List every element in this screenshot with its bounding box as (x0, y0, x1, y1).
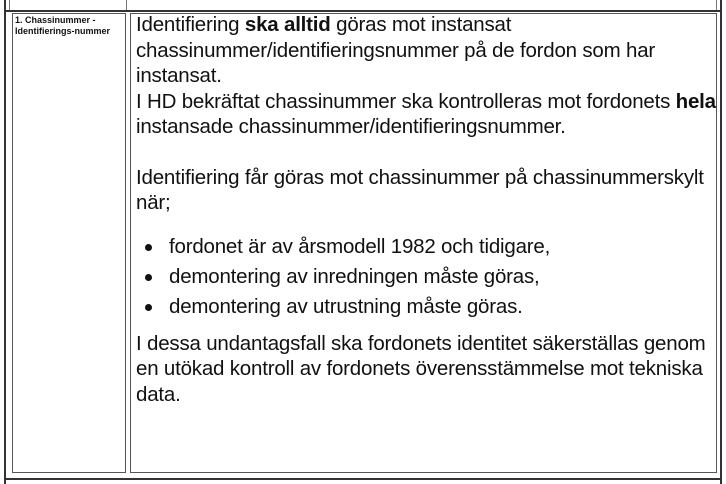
list-item (136, 232, 716, 262)
table-border-right (720, 0, 722, 484)
paragraph-exception: I dessa undantagsfall ska fordonets identitet säkerställas genom en utökad kontroll av fordonets överensstämmelse mot tekniska data. (136, 331, 706, 406)
list-item (136, 292, 716, 322)
row-content (136, 12, 716, 407)
list-item-text: demontering av utrustning måste göras. (169, 294, 523, 318)
list-item-text: fordonet är av årsmodell 1982 och tidigare, (169, 234, 551, 258)
table-border-bottom (4, 478, 722, 480)
row-label: 1. Chassinummer - Identifierings-nummer (15, 15, 111, 36)
paragraph-identification (136, 12, 716, 140)
condition-list (136, 232, 716, 322)
text-segment: I HD bekräftat chassinummer ska kontrolleras mot fordonets (136, 89, 676, 113)
bullet-icon (145, 274, 152, 281)
list-item (136, 262, 716, 292)
previous-row-divider (126, 0, 127, 10)
emphasis-text: hela (675, 89, 716, 113)
paragraph-plate-identification: Identifiering får göras mot chassinummer på chassinummerskylt när; (136, 165, 704, 214)
table-border-left (4, 0, 6, 484)
bullet-icon (145, 304, 152, 311)
text-segment: Identifiering (136, 13, 245, 36)
previous-row-divider (9, 0, 10, 10)
previous-row-divider (716, 0, 717, 10)
text-segment: göras mot instansat chassinummer/identifieringsnummer på de fordon som har instansat. (136, 13, 656, 87)
label-cell (12, 13, 126, 473)
list-item-text: demontering av inredningen måste göras, (169, 264, 540, 288)
emphasis-text: ska alltid (244, 13, 331, 36)
text-segment: instansade chassinummer/identifieringsnummer. (136, 115, 566, 138)
bullet-icon (145, 244, 152, 251)
